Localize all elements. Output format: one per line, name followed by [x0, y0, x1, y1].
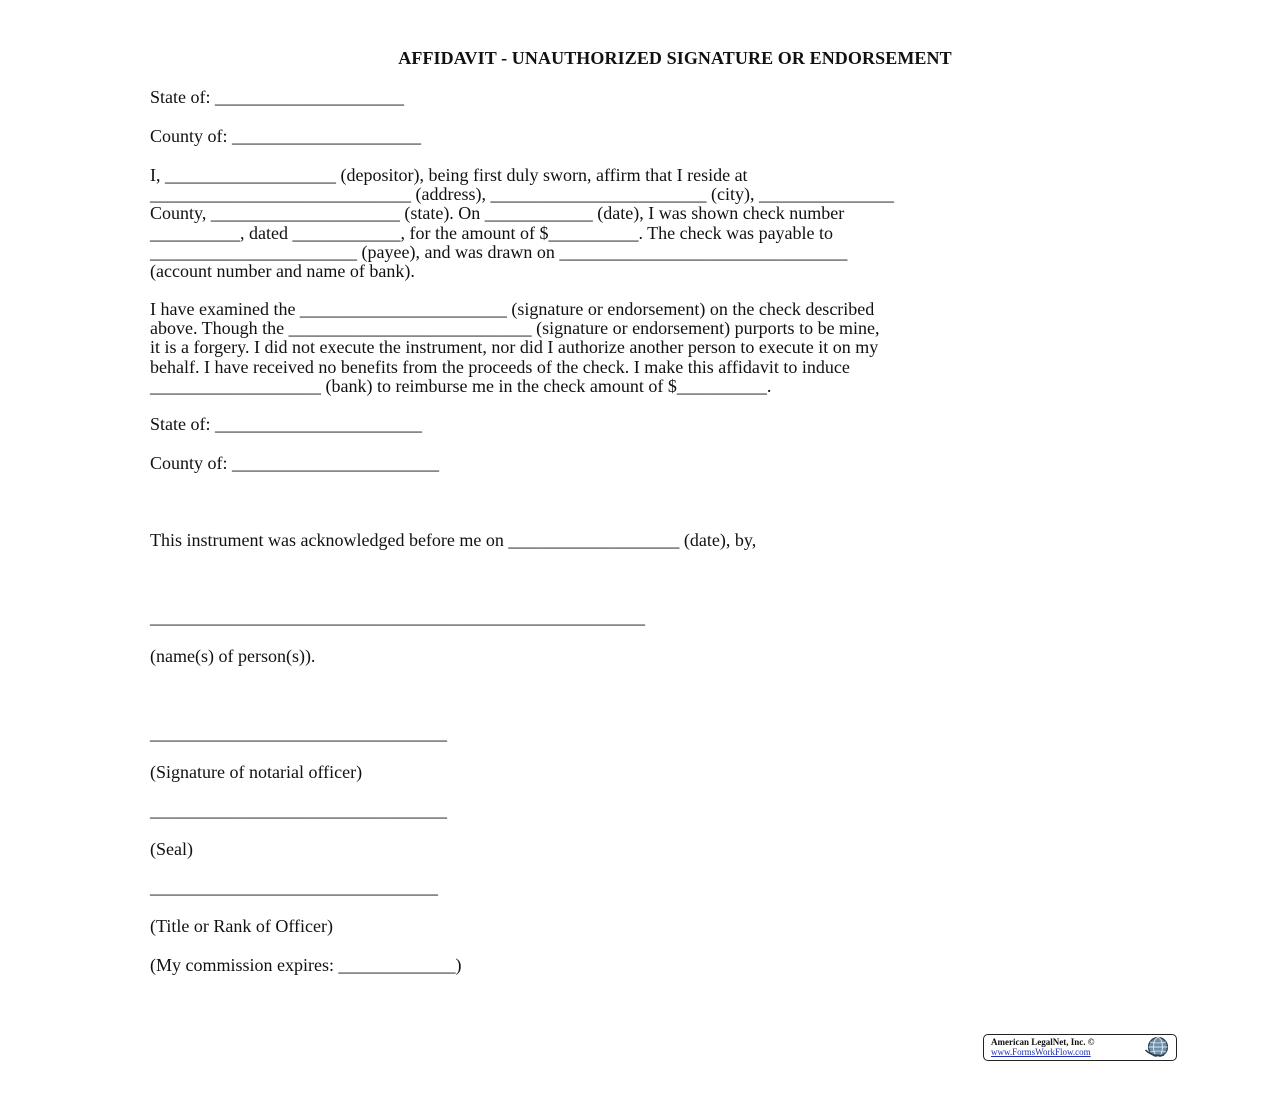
names-signature-line: _______________________________________________________ — [150, 607, 645, 627]
paragraph-line: I, ___________________ (depositor), being first duly sworn, affirm that I reside at — [150, 165, 748, 185]
officer-title-label: (Title or Rank of Officer) — [150, 916, 333, 936]
document-title: AFFIDAVIT - UNAUTHORIZED SIGNATURE OR ENDORSEMENT — [398, 48, 952, 68]
seal-label: (Seal) — [150, 839, 193, 859]
paragraph-line: above. Though the ___________________________ (signature or endorsement) purports to be mine, — [150, 318, 880, 339]
state-line-1: State of: _____________________ — [150, 87, 404, 107]
paragraph-line: behalf. I have received no benefits from the proceeds of the check. I make this affidavit to induce — [150, 356, 850, 377]
paragraph-line: I have examined the _______________________ (signature or endorsement) on the check described — [150, 299, 875, 319]
notary-signature-line: _________________________________ — [150, 723, 447, 743]
forgery-paragraph — [150, 300, 880, 396]
globe-icon — [1144, 1036, 1170, 1058]
logo-website-link[interactable]: www.FormsWorkFlow.com — [991, 1046, 1091, 1057]
paragraph-line: (account number and name of bank). — [150, 261, 415, 282]
paragraph-line: ___________________ (bank) to reimburse me in the check amount of $__________. — [150, 375, 772, 396]
names-label: (name(s) of person(s)). — [150, 646, 316, 666]
notary-signature-label: (Signature of notarial officer) — [150, 762, 363, 782]
paragraph-line: __________, dated ____________, for the amount of $__________. The check was payable to — [150, 222, 834, 243]
state-line-2: State of: _______________________ — [150, 414, 422, 434]
officer-title-line: ________________________________ — [150, 877, 438, 897]
american-legalnet-logo — [983, 1034, 1177, 1061]
county-line-1: County of: _____________________ — [150, 126, 422, 146]
commission-expires-line: (My commission expires: _____________) — [150, 955, 462, 975]
paragraph-line: _____________________________ (address), ________________________ (city), _______________ — [150, 184, 894, 205]
county-line-2: County of: _______________________ — [150, 453, 440, 473]
paragraph-line: County, _____________________ (state). On ____________ (date), I was shown check number — [150, 203, 845, 224]
seal-line: _________________________________ — [150, 800, 447, 820]
paragraph-line: it is a forgery. I did not execute the instrument, nor did I authorize another person to execute it on my — [150, 337, 879, 358]
paragraph-line: _______________________ (payee), and was drawn on ________________________________ — [150, 241, 848, 262]
acknowledgment-line: This instrument was acknowledged before me on ___________________ (date), by, — [150, 530, 757, 550]
depositor-paragraph — [150, 166, 894, 281]
logo-text — [991, 1038, 1094, 1057]
logo-company-name: American LegalNet, Inc. © — [991, 1037, 1095, 1047]
